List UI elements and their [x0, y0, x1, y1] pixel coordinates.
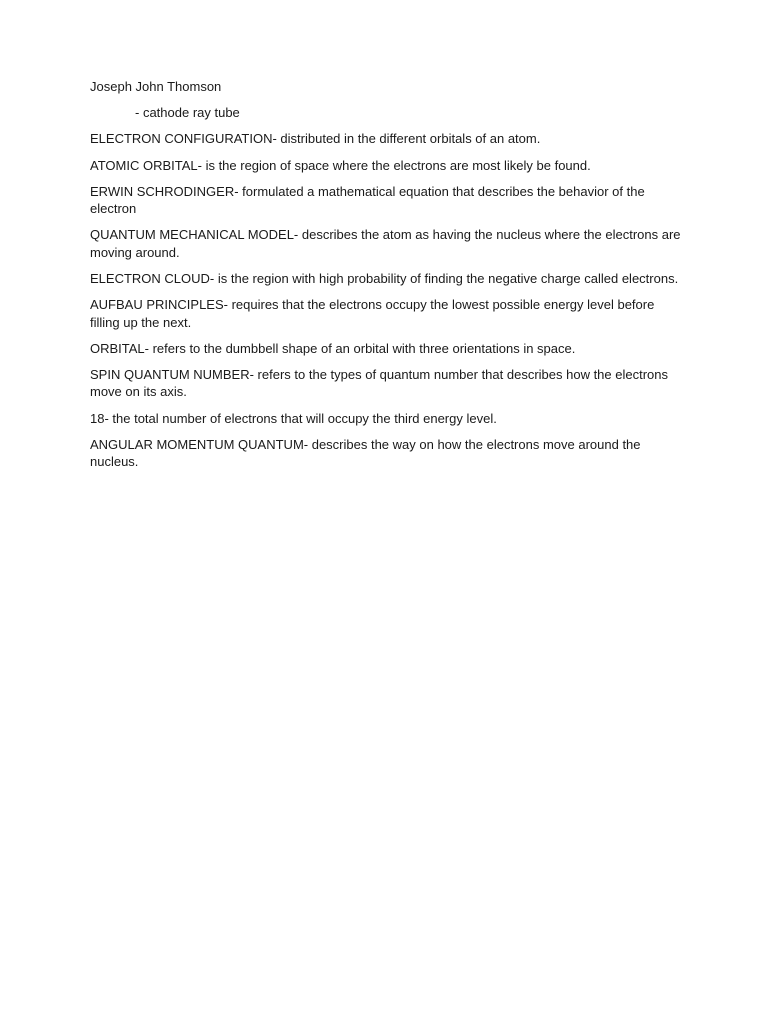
- paragraph-atomic-orbital: ATOMIC ORBITAL- is the region of space where the electrons are most likely be found.: [90, 157, 591, 173]
- paragraph-heading-name: Joseph John Thomson: [90, 79, 222, 94]
- paragraph-quantum-mechanical-model: QUANTUM MECHANICAL MODEL- describes the atom as having the nucleus where the electrons are moving around.: [90, 227, 681, 260]
- paragraph-eighteen-electrons: 18- the total number of electrons that will occupy the third energy level.: [90, 410, 497, 426]
- document-body: [90, 78, 682, 479]
- paragraph-angular-momentum-quantum: ANGULAR MOMENTUM QUANTUM- describes the way on how the electrons move around the nucleus.: [90, 436, 641, 470]
- paragraph-spin-quantum-number: SPIN QUANTUM NUMBER- refers to the types of quantum number that describes how the electrons move on its axis.: [90, 367, 669, 400]
- paragraph-electron-cloud: ELECTRON CLOUD- is the region with high probability of finding the negative charge called electrons.: [90, 271, 679, 287]
- paragraph-erwin-schrodinger: ERWIN SCHRODINGER- formulated a mathematical equation that describes the behavior of the electron: [90, 183, 645, 217]
- paragraph-indented-note: - cathode ray tube: [135, 105, 240, 121]
- paragraph-electron-configuration: ELECTRON CONFIGURATION- distributed in the different orbitals of an atom.: [90, 131, 541, 147]
- paragraph-aufbau-principles: AUFBAU PRINCIPLES- requires that the electrons occupy the lowest possible energy level before filling up the next.: [90, 297, 655, 330]
- paragraph-orbital: ORBITAL- refers to the dumbbell shape of an orbital with three orientations in space.: [90, 340, 576, 356]
